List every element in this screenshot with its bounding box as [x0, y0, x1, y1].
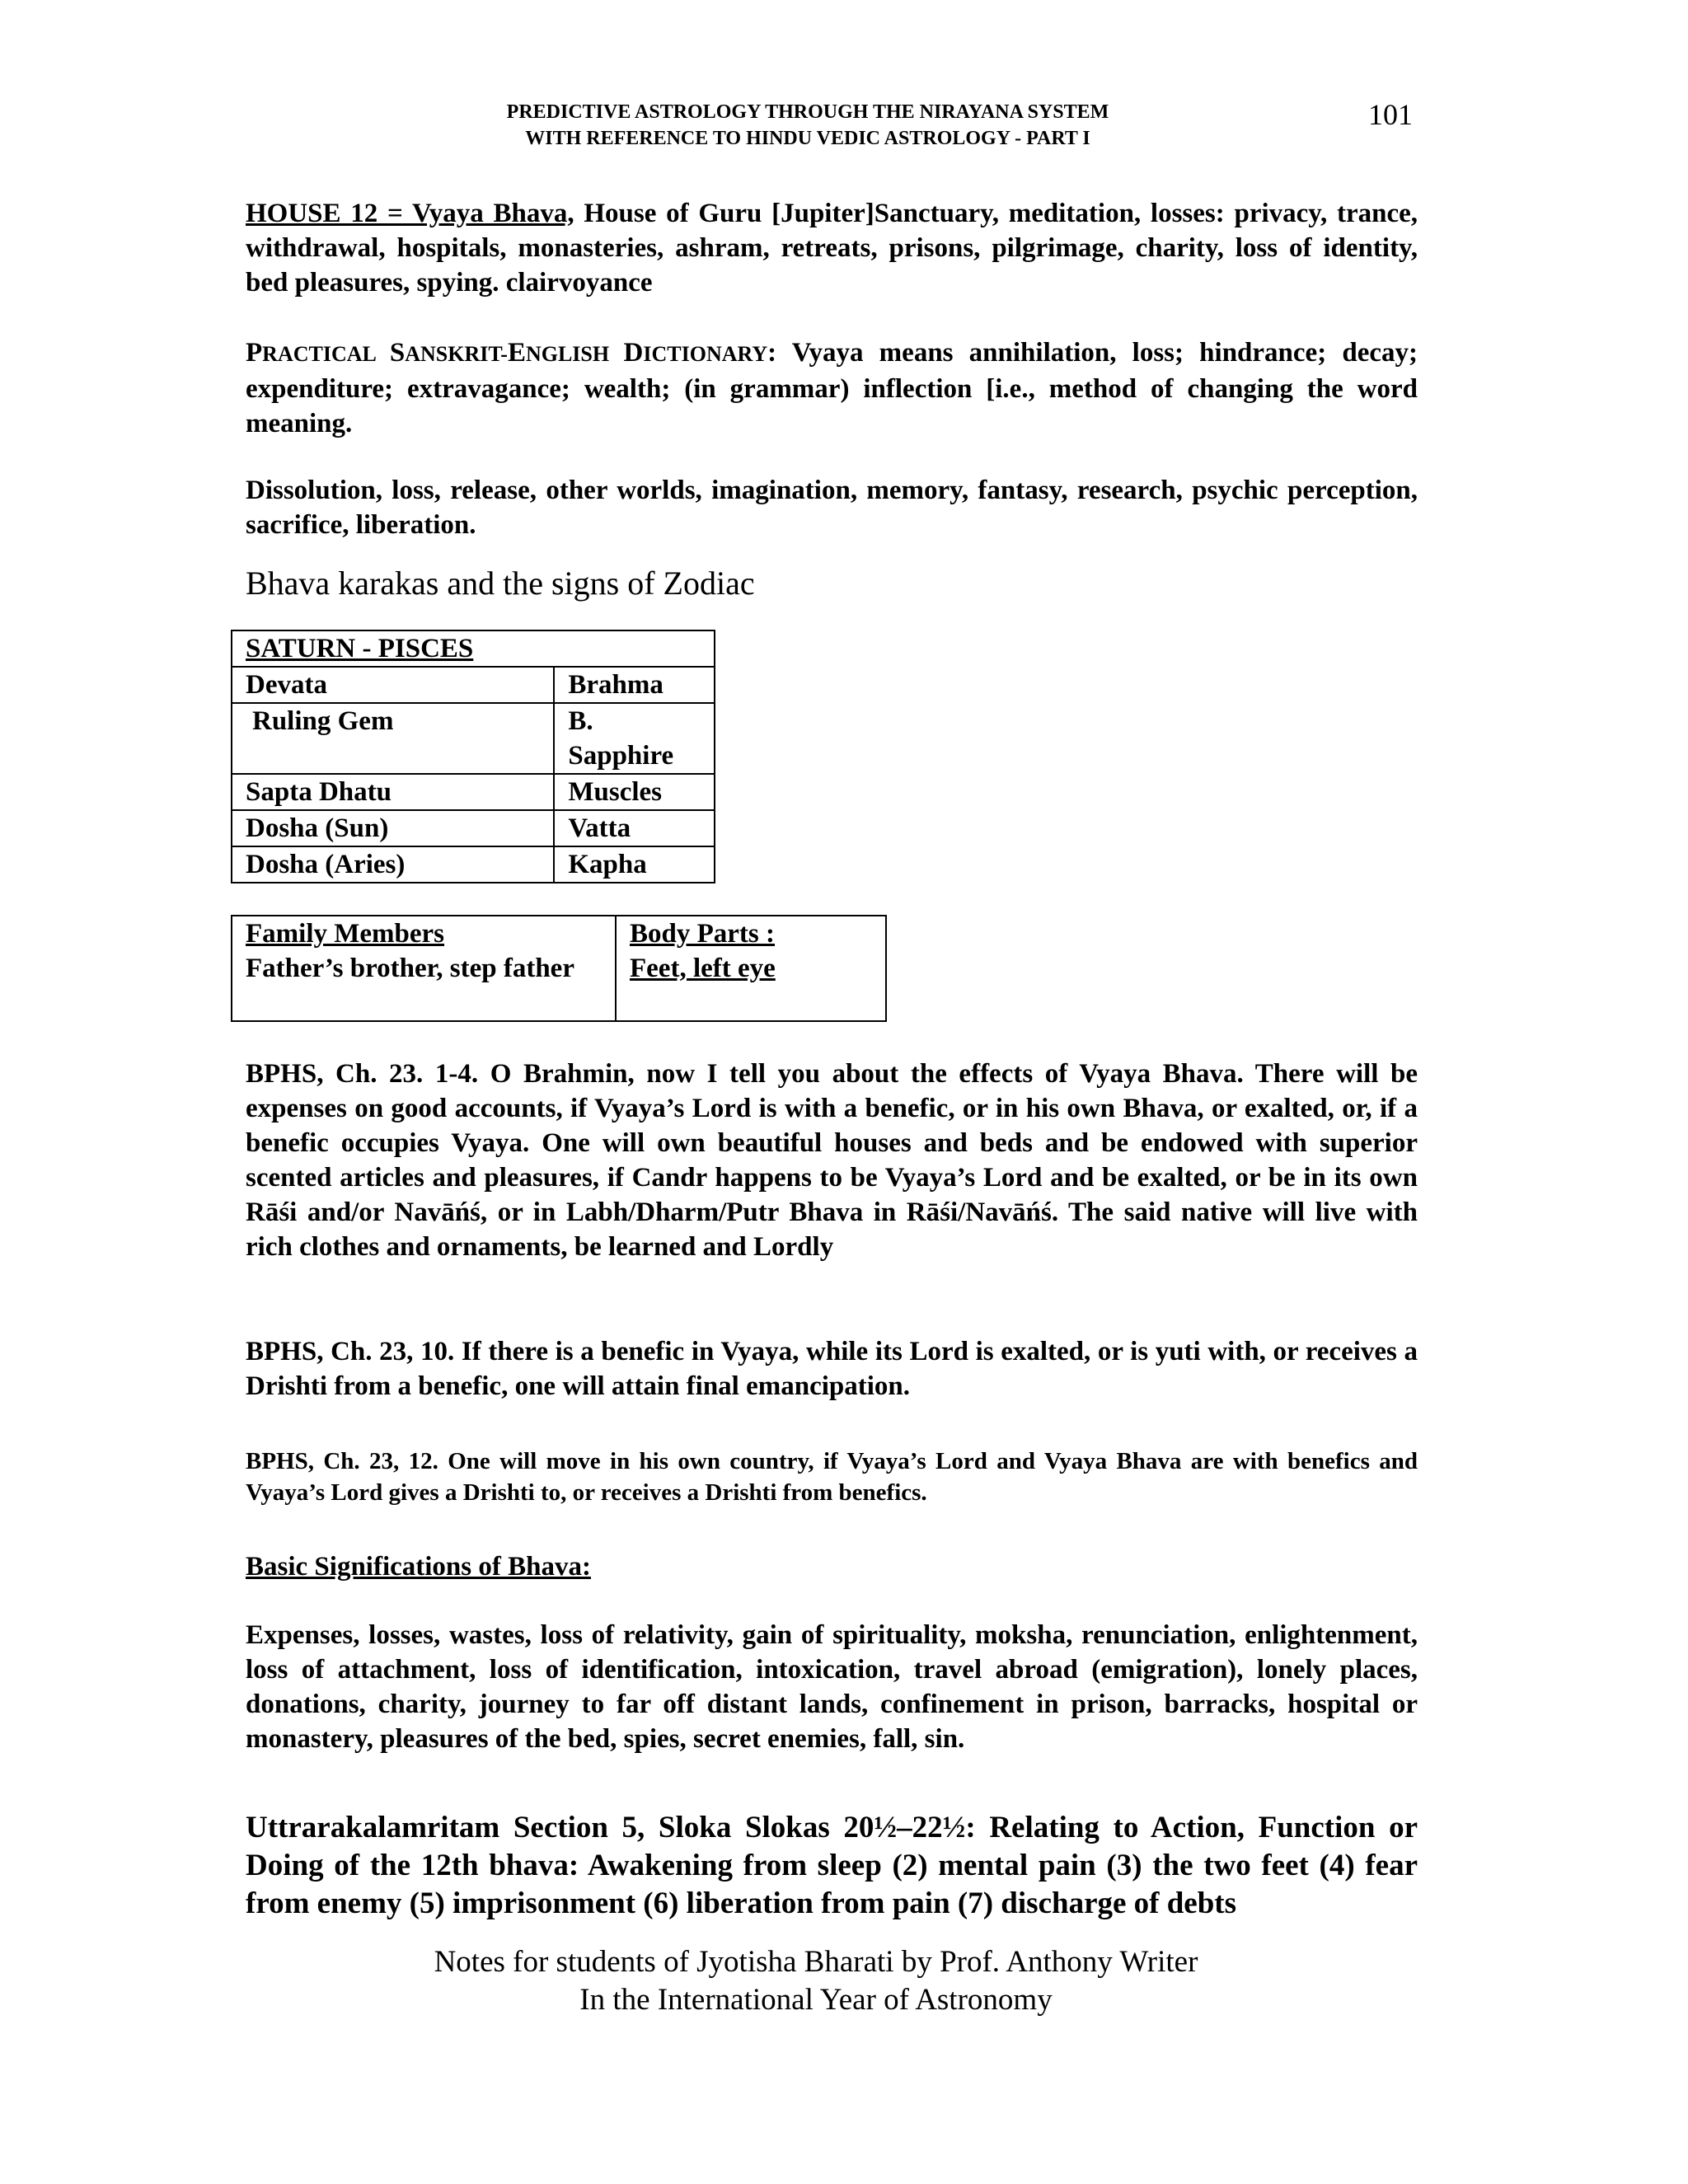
table-cell-label: Devata — [232, 667, 554, 703]
dictionary-label-cap-1: P — [246, 338, 263, 368]
karaka-table-title: SATURN - PISCES — [232, 630, 715, 667]
body-parts-cell — [616, 916, 886, 1021]
family-members-cell — [232, 916, 616, 1021]
bphs-paragraph-1: BPHS, Ch. 23. 1-4. O Brahmin, now I tell you about the effects of Vyaya Bhava. There will be expenses on good accounts, if Vyaya’s Lord is with a benefic, or in his own Bhava, or exalted, or, if a benefic occupies Vyaya. One will own beautiful houses and beds and be endowed with superior scented articles and pleasures, if Candr happens to be Vyaya’s Lord and be exalted, or be in its own Rāśi and/or Navāńś, or in Labh/Dharm/Putr Bhava in Rāśi/Navāńś. The said native will live with rich clothes and ornaments, be learned and Lordly — [246, 1059, 1418, 1262]
dictionary-label-cap-2: S — [389, 338, 406, 368]
house-12-paragraph — [246, 196, 1418, 300]
table-cell-value: Muscles — [554, 774, 715, 810]
dictionary-label-rest-4: ICTIONARY — [643, 342, 768, 366]
table-cell-label: Dosha (Aries) — [232, 846, 554, 883]
running-header — [371, 99, 1245, 152]
family-members-header: Family Members — [246, 919, 445, 949]
dictionary-label-rest-2: ANSKRIT- — [405, 342, 508, 366]
uttara-paragraph: Uttrarakalamritam Section 5, Sloka Slokas 20½–22½: Relating to Action, Function or Doing of the 12th bhava: Awakening from sleep (2) mental pain (3) the two feet (4) fear from enemy (5) imprisonment (6) liberation from pain (7) discharge of debts — [246, 1811, 1418, 1920]
page-footer — [330, 1943, 1302, 2019]
header-line-2: WITH REFERENCE TO HINDU VEDIC ASTROLOGY - PART I — [525, 128, 1090, 149]
body-parts-value: Feet, left eye — [630, 954, 776, 983]
karaka-table — [231, 630, 715, 883]
footer-line-2: In the International Year of Astronomy — [579, 1983, 1053, 2017]
table-cell-label: Dosha (Sun) — [232, 810, 554, 846]
family-table — [231, 915, 887, 1022]
header-line-1: PREDICTIVE ASTROLOGY THROUGH THE NIRAYANA SYSTEM — [506, 101, 1109, 123]
bphs-paragraph-2: BPHS, Ch. 23, 10. If there is a benefic in Vyaya, while its Lord is exalted, or is yuti with, or receives a Drishti from a benefic, one will attain final emancipation. — [246, 1337, 1418, 1401]
table-cell-value: Brahma — [554, 667, 715, 703]
dictionary-label-cap-4: D — [623, 338, 644, 368]
table-cell-label: Sapta Dhatu — [232, 774, 554, 810]
table-row — [232, 846, 715, 883]
section-subtitle: Bhava karakas and the signs of Zodiac — [246, 565, 755, 602]
footer-line-1: Notes for students of Jyotisha Bharati by Prof. Anthony Writer — [434, 1945, 1198, 1979]
basic-significations-heading: Basic Significations of Bhava: — [246, 1552, 591, 1582]
basic-significations-text: Expenses, losses, wastes, loss of relativity, gain of spirituality, moksha, renunciation, enlightenment, loss of attachment, loss of identification, intoxication, travel abroad (emigration), lonely places, donations, charity, journey to far off distant lands, confinement in prison, barracks, hospital or monastery, pleasures of the bed, spies, secret enemies, fall, sin. — [246, 1620, 1418, 1754]
dictionary-text: : Vyaya means annihilation, loss; hindrance; decay; expenditure; extravagance; wealth; (in grammar) inflection [i.e., method of changing the word meaning. — [246, 338, 1418, 438]
body-parts-header: Body Parts : — [630, 919, 775, 949]
dictionary-label-cap-3: E — [507, 338, 526, 368]
house-12-text: House of Guru [Jupiter]Sanctuary, meditation, losses: privacy, trance, withdrawal, hospitals, monasteries, ashram, retreats, prisons, pilgrimage, charity, loss of identity, bed pleasures, spying. clairvoyance — [246, 199, 1418, 298]
family-members-value: Father’s brother, step father — [246, 954, 574, 983]
table-row — [232, 703, 715, 774]
house-12-title: HOUSE 12 = Vyaya Bhava, — [246, 199, 574, 228]
table-row — [232, 774, 715, 810]
table-cell-value: B. Sapphire — [554, 703, 715, 774]
table-cell-value: Vatta — [554, 810, 715, 846]
dictionary-label-rest-1: RACTICAL — [262, 342, 390, 366]
table-cell-value: Kapha — [554, 846, 715, 883]
bphs-paragraph-3: BPHS, Ch. 23, 12. One will move in his own country, if Vyaya’s Lord and Vyaya Bhava are with benefics and Vyaya’s Lord gives a Drishti to, or receives a Drishti from benefics. — [246, 1448, 1418, 1506]
page-number: 101 — [1368, 98, 1413, 131]
table-row — [232, 810, 715, 846]
table-row — [232, 667, 715, 703]
dissolution-paragraph: Dissolution, loss, release, other worlds, imagination, memory, fantasy, research, psychic perception, sacrifice, liberation. — [246, 476, 1418, 540]
table-cell-label: Ruling Gem — [232, 703, 554, 774]
dictionary-paragraph — [246, 335, 1418, 441]
dictionary-label-rest-3: NGLISH — [525, 342, 624, 366]
